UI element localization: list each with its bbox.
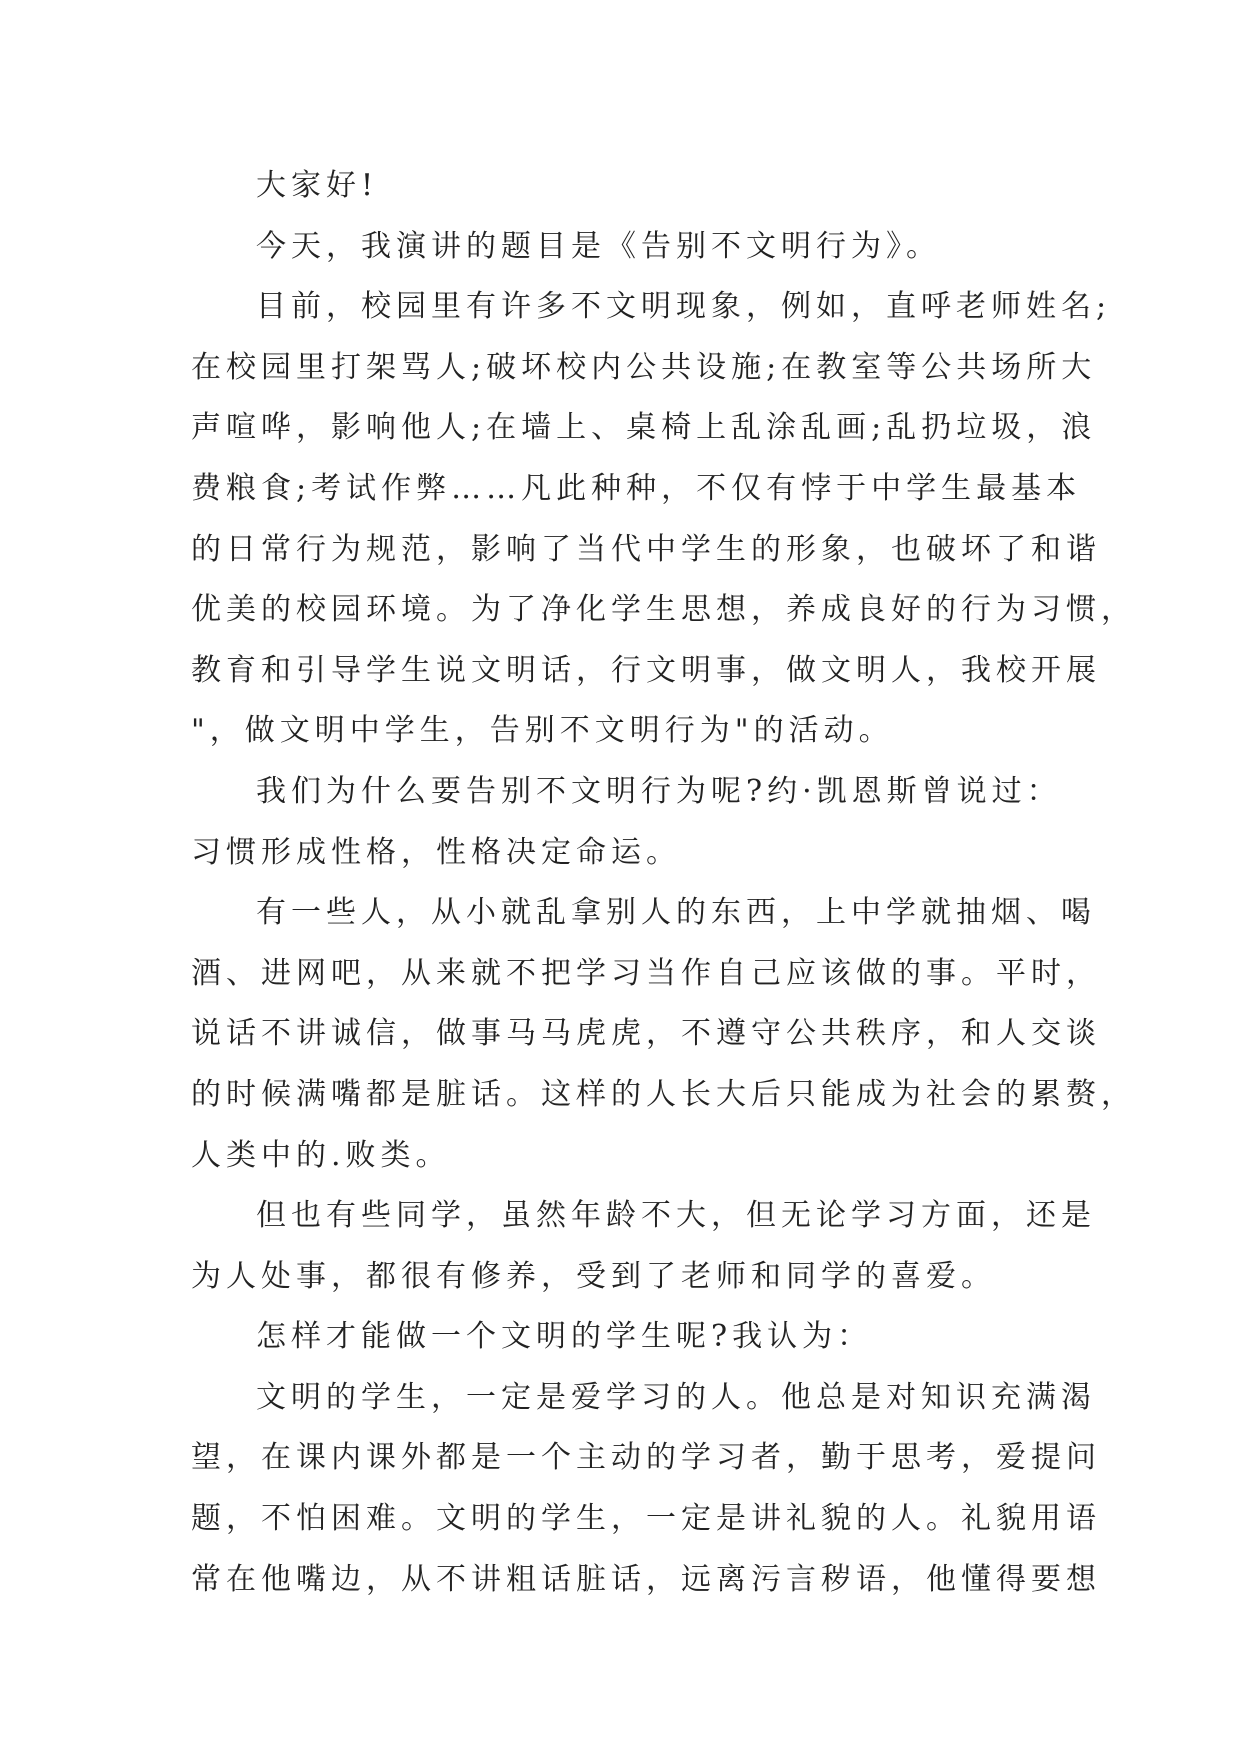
text-line: 为人处事，都很有修养，受到了老师和同学的喜爱。: [191, 1258, 996, 1294]
text-line: 的时候满嘴都是脏话。这样的人长大后只能成为社会的累赘，: [191, 1076, 1136, 1112]
text-line: 怎样才能做一个文明的学生呢?我认为：: [256, 1319, 873, 1355]
text-line: "，做文明中学生，告别不文明行为"的活动。: [191, 713, 894, 749]
text-line: 常在他嘴边，从不讲粗话脏话，远离污言秽语，他懂得要想: [191, 1561, 1101, 1597]
text-line: 教育和引导学生说文明话，行文明事，做文明人，我校开展: [191, 652, 1101, 688]
text-line: 的日常行为规范，影响了当代中学生的形象，也破坏了和谐: [191, 531, 1101, 567]
text-line: 人类中的.败类。: [191, 1137, 451, 1173]
text-line: 今天，我演讲的题目是《告别不文明行为》。: [256, 228, 941, 264]
text-line: 目前，校园里有许多不文明现象，例如，直呼老师姓名;: [256, 289, 1112, 325]
text-line: 望，在课内课外都是一个主动的学习者，勤于思考，爱提问: [191, 1440, 1101, 1476]
text-line: 文明的学生，一定是爱学习的人。他总是对知识充满渴: [256, 1379, 1096, 1415]
text-line: 我们为什么要告别不文明行为呢?约·凯恩斯曾说过：: [256, 773, 1062, 809]
text-line: 题，不怕困难。文明的学生，一定是讲礼貌的人。礼貌用语: [191, 1501, 1101, 1537]
text-line: 有一些人，从小就乱拿别人的东西，上中学就抽烟、喝: [256, 895, 1096, 931]
text-line: 习惯形成性格，性格决定命运。: [191, 834, 681, 870]
text-line: 但也有些同学，虽然年龄不大，但无论学习方面，还是: [256, 1198, 1096, 1234]
text-line: 大家好!: [256, 168, 379, 203]
text-line: 费粮食;考试作弊……凡此种种，不仅有悖于中学生最基本: [191, 470, 1082, 506]
speech-text: [191, 156, 1136, 1610]
text-line: 优美的校园环境。为了净化学生思想，养成良好的行为习惯，: [191, 592, 1136, 628]
text-line: 在校园里打架骂人;破坏校内公共设施;在教室等公共场所大: [191, 349, 1097, 385]
text-line: 声喧哗，影响他人;在墙上、桌椅上乱涂乱画;乱扔垃圾，浪: [191, 410, 1097, 446]
text-line: 酒、进网吧，从来就不把学习当作自己应该做的事。平时，: [191, 955, 1101, 991]
text-line: 说话不讲诚信，做事马马虎虎，不遵守公共秩序，和人交谈: [191, 1016, 1101, 1052]
